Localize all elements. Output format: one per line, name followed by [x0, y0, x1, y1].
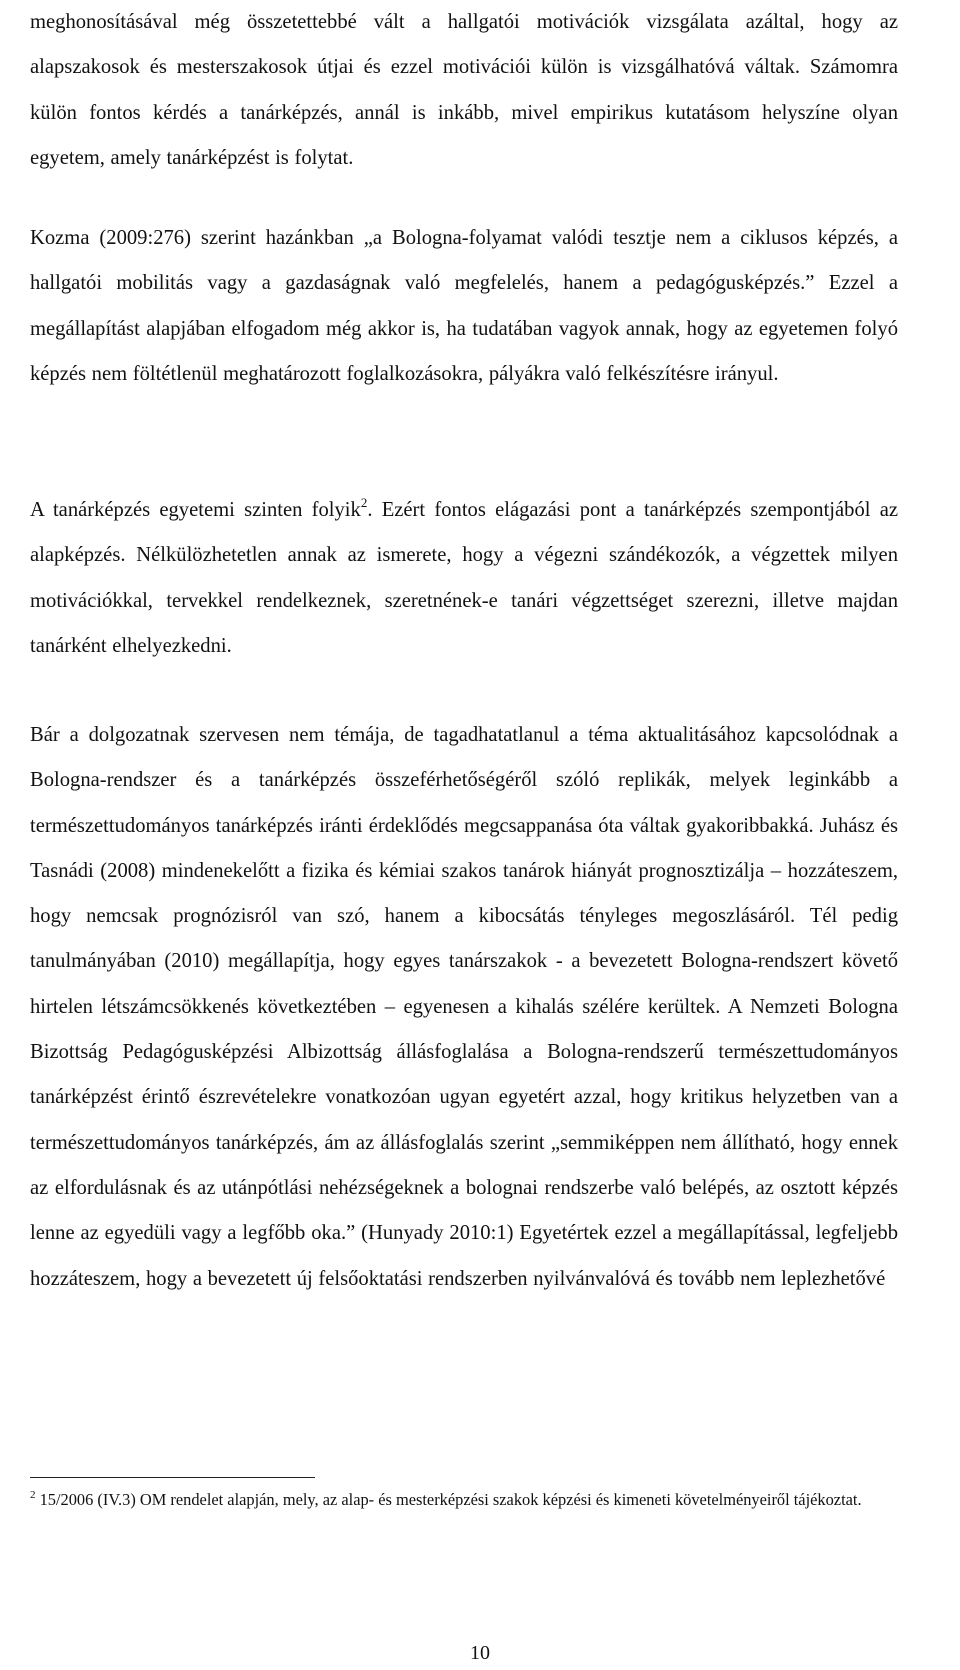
paragraph-4: Bár a dolgozatnak szervesen nem témája, de tagadhatatlanul a téma aktualitásához kapcsolódnak a Bologna-rendszer és a tanárképzés összeférhetőségéről szóló replikák, melyek leginkább a természettudományos tanárképzés iránti érdeklődés megcsappanása óta váltak gyakoribbakká. Juhász és Tasnádi (2008) mindenekelőtt a fizika és kémiai szakos tanárok hiányát prognosztizálja – hozzáteszem, hogy nemcsak prognózisról van szó, hanem a kibocsátás tényleges megoszlásáról. Tél pedig tanulmányában (2010) megállapítja, hogy egyes tanárszakok - a bevezetett Bologna-rendszert követő hirtelen létszámcsökkenés következtében – egyenesen a kihalás szélére kerültek. A Nemzeti Bologna Bizottság Pedagógusképzési Albizottság állásfoglalása a Bologna-rendszerű természettudományos tanárképzést érintő észrevételekre vonatkozóan ugyan egyetért azzal, hogy kritikus helyzetben van a természettudományos tanárképzés, ám az állásfoglalás szerint „semmiképpen nem állítható, hogy ennek az elfordulásnak és az utánpótlási nehézségeknek a bolognai rendszerbe való belépés, az osztott képzés lenne az egyedüli vagy a legfőbb oka.” (Hunyady 2010:1) Egyetértek ezzel a megállapítással, legfeljebb hozzáteszem, hogy a bevezetett új felsőoktatási rendszerben nyilvánvalóvá és tovább nem leplezhetővé: [30, 724, 898, 1290]
paragraph-1: meghonosításával még összetettebbé vált a hallgatói motivációk vizsgálata azáltal, hogy az alapszakosok és mesterszakosok útjai és ezzel motivációi külön is vizsgálhatóvá váltak. Számomra külön fontos kérdés a tanárképzés, annál is inkább, mivel empirikus kutatásom helyszíne olyan egyetem, amely tanárképzést is folytat.: [30, 11, 898, 169]
footnote-separator: [30, 1477, 315, 1478]
paragraph-2: Kozma (2009:276) szerint hazánkban „a Bologna-folyamat valódi tesztje nem a ciklusos képzés, a hallgatói mobilitás vagy a gazdaságnak való megfelelés, hanem a pedagógusképzés.” Ezzel a megállapítást alapjában elfogadom még akkor is, ha tudatában vagyok annak, hogy az egyetemen folyó képzés nem föltétlenül meghatározott foglalkozásokra, pályákra való felkészítésre irányul.: [30, 227, 898, 385]
page-number: 10: [470, 1642, 490, 1664]
footnote-reference: 2: [360, 495, 368, 510]
paragraph-3-text-after: . Ezért fontos elágazási pont a tanárképzés szempontjából az alapképzés. Nélkülözhetetlen annak az ismerete, hogy a végezni szándékozók, a végzettek milyen motivációkkal, tervekkel rendelkeznek, szeretnének-e tanári végzettséget szerezni, illetve majdan tanárként elhelyezkedni.: [30, 499, 898, 657]
footnote: [30, 1488, 890, 1511]
paragraph-3: [30, 488, 898, 669]
paragraph-3-text-before: A tanárképzés egyetemi szinten folyik: [30, 499, 361, 521]
footnote-number: 2: [30, 1489, 36, 1501]
footnote-text: 15/2006 (IV.3) OM rendelet alapján, mely, az alap- és mesterképzési szakok képzési és kimeneti követelményeiről tájékoztat.: [35, 1490, 862, 1509]
